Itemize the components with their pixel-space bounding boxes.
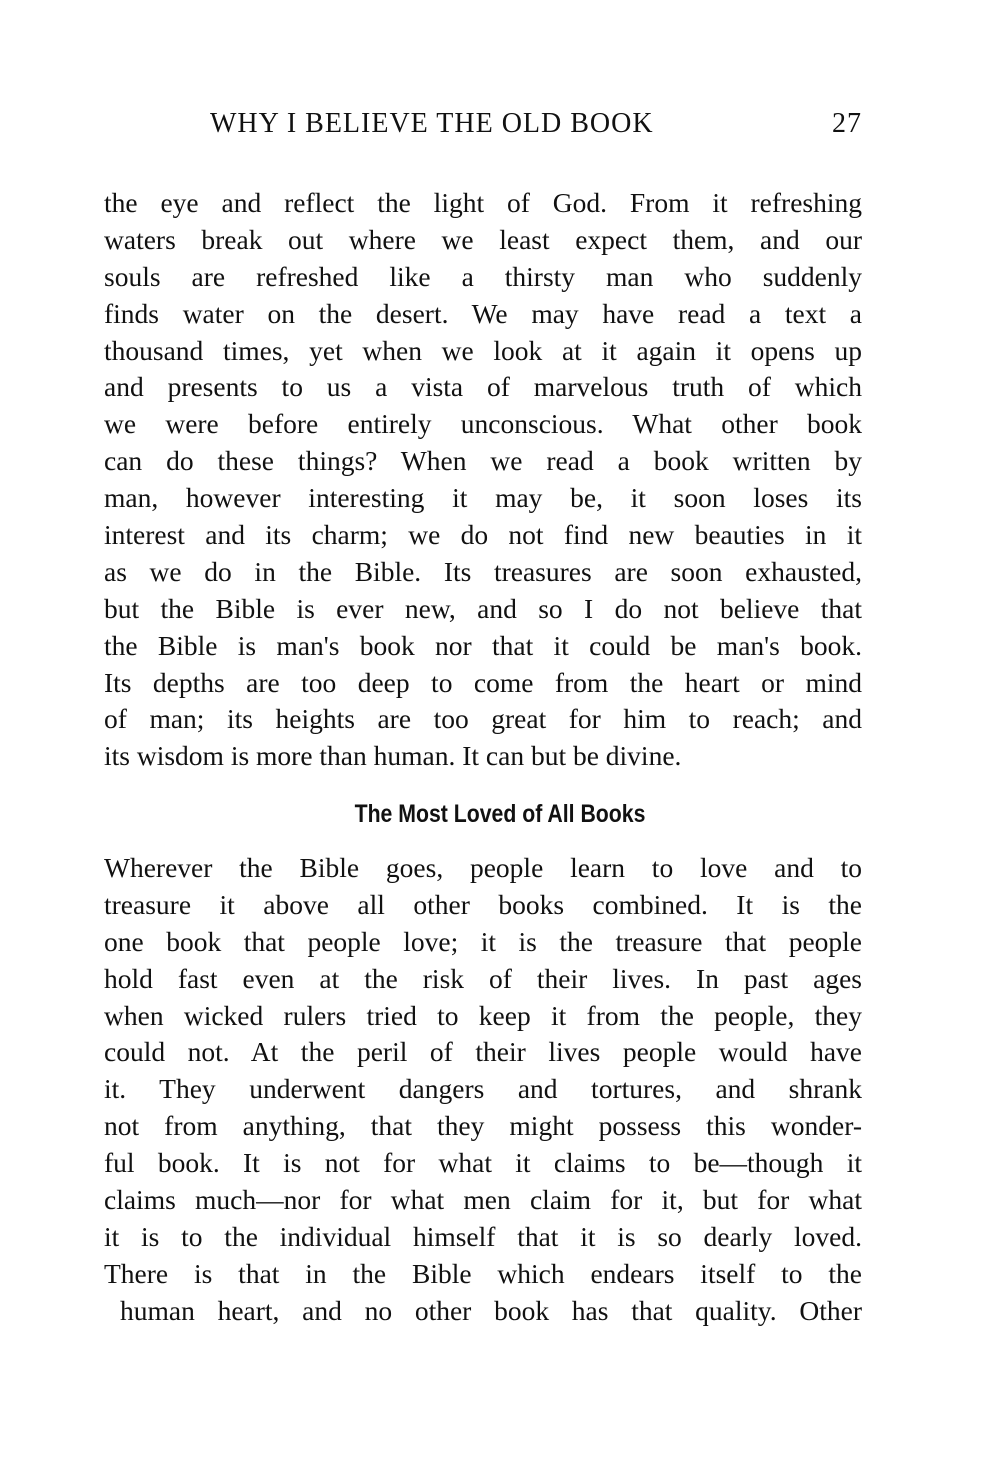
text-line: ful book. It is not for what it claims to be—though it bbox=[104, 1147, 862, 1179]
text-line: could not. At the peril of their lives people would have bbox=[104, 1036, 862, 1068]
text-line: one book that people love; it is the treasure that people bbox=[104, 925, 862, 957]
text-line: it. They underwent dangers and tortures, and shrank bbox=[104, 1073, 862, 1105]
text-line: human heart, and no other book has that quality. Other bbox=[120, 1294, 862, 1326]
text-line: Its depths are too deep to come from the heart or mind bbox=[104, 666, 862, 698]
text-line: finds water on the desert. We may have read a text a bbox=[104, 297, 862, 329]
text-line: its wisdom is more than human. It can but be divine. bbox=[104, 740, 682, 772]
running-title: WHY I BELIEVE THE OLD BOOK bbox=[210, 108, 654, 139]
text-line: but the Bible is ever new, and so I do not believe that bbox=[104, 592, 862, 624]
text-line: man, however interesting it may be, it soon loses its bbox=[104, 482, 862, 514]
text-line: claims much—nor for what men claim for it, but for what bbox=[104, 1184, 862, 1216]
paragraph-2 bbox=[104, 850, 862, 1330]
text-line: the eye and reflect the light of God. From it refreshing bbox=[104, 187, 862, 218]
text-line: hold fast even at the risk of their lives. In past ages bbox=[104, 962, 862, 994]
text-line: not from anything, that they might possess this wonder- bbox=[104, 1110, 862, 1142]
text-line: we were before entirely unconscious. What other book bbox=[104, 408, 862, 440]
text-line: interest and its charm; we do not find new beauties in it bbox=[104, 519, 862, 551]
text-line: of man; its heights are too great for him to reach; and bbox=[104, 703, 862, 735]
text-line: waters break out where we least expect them, and our bbox=[104, 223, 862, 255]
text-line: as we do in the Bible. Its treasures are soon exhausted, bbox=[104, 555, 862, 587]
paragraph-1 bbox=[104, 185, 862, 775]
section-heading: The Most Loved of All Books bbox=[354, 800, 646, 828]
text-line: the Bible is man's book nor that it could be man's book. bbox=[104, 629, 862, 661]
text-line: and presents to us a vista of marvelous truth of which bbox=[104, 371, 862, 403]
text-line: thousand times, yet when we look at it again it opens up bbox=[104, 334, 862, 366]
text-line: Wherever the Bible goes, people learn to love and to bbox=[104, 852, 862, 883]
text-line: There is that in the Bible which endears itself to the bbox=[104, 1257, 862, 1289]
running-header bbox=[210, 108, 862, 148]
text-line: treasure it above all other books combined. It is the bbox=[104, 888, 862, 920]
text-line: souls are refreshed like a thirsty man who suddenly bbox=[104, 260, 862, 292]
text-line: can do these things? When we read a book written by bbox=[104, 445, 862, 477]
text-line: when wicked rulers tried to keep it from the people, they bbox=[104, 999, 862, 1031]
page-number: 27 bbox=[832, 108, 862, 139]
text-line: it is to the individual himself that it is so dearly loved. bbox=[104, 1220, 862, 1252]
